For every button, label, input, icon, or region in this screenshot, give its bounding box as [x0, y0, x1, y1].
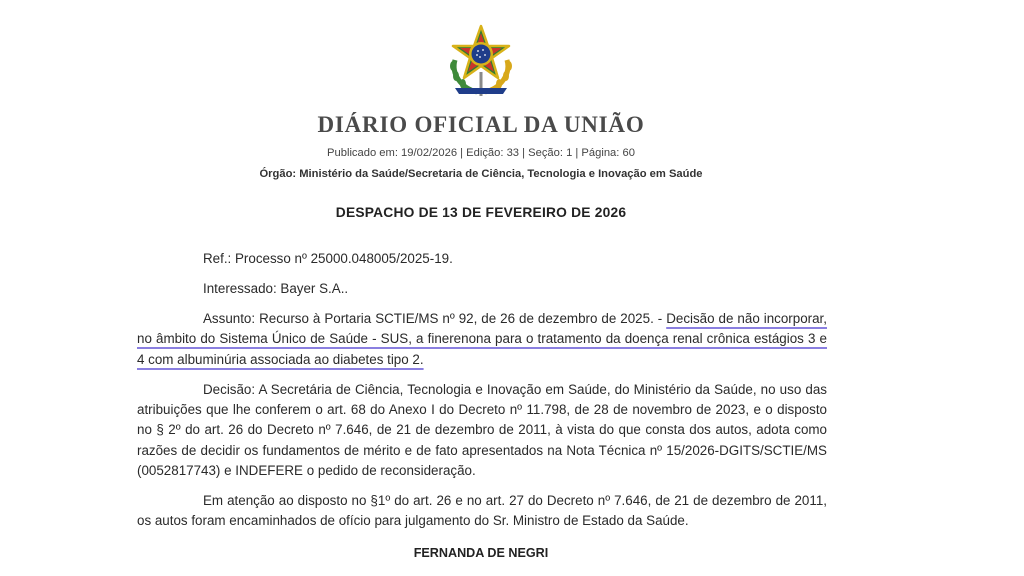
assunto-paragraph: [137, 309, 827, 370]
interessado-paragraph: Interessado: Bayer S.A..: [203, 280, 349, 296]
atencao-paragraph: Em atenção ao disposto no §1º do art. 26 e no art. 27 do Decreto nº 7.646, de 21 de dezembro de 2011, os autos foram encaminhados de ofício para julgamento do Sr. Ministro de Estado da Saúde.: [137, 493, 827, 529]
assunto-highlight: Decisão de não incorporar, no âmbito do Sistema Único de Saúde - SUS, a finerenona para o tratamento da doença renal crônica estágios 3 e 4 com albuminúria associada ao diabetes tipo 2.: [137, 310, 827, 367]
newspaper-title: DIÁRIO OFICIAL DA UNIÃO: [317, 112, 645, 137]
brazil-coat-of-arms-icon: [441, 22, 521, 100]
orgao-line: Órgão: Ministério da Saúde/Secretaria de Ciência, Tecnologia e Inovação em Saúde: [259, 168, 703, 180]
document-body: [137, 249, 827, 532]
signer-name: FERNANDA DE NEGRI: [413, 546, 549, 560]
publication-info: Publicado em: 19/02/2026 | Edição: 33 | Seção: 1 | Página: 60: [327, 147, 635, 159]
document-heading: DESPACHO DE 13 DE FEVEREIRO DE 2026: [335, 205, 627, 220]
ref-paragraph: Ref.: Processo nº 25000.048005/2025-19.: [203, 251, 453, 266]
assunto-prefix: Assunto: Recurso à Portaria SCTIE/MS nº 92, de 26 de dezembro de 2025. -: [203, 310, 667, 326]
decisao-paragraph: Decisão: A Secretária de Ciência, Tecnologia e Inovação em Saúde, do Ministério da Saúde, no uso das atribuições que lhe conferem o art. 68 do Anexo I do Decreto nº 11.798, de 28 de novembro de 2023, e o disposto no § 2º do art. 26 do Decreto nº 7.646, de 21 de dezembro de 2011, à vista do que consta dos autos, adota como razões de decidir os fundamentos de mérito e de fato apresentados na Nota Técnica nº 15/2026-DGITS/SCTIE/MS (0052817743) e INDEFERE o pedido de reconsideração.: [137, 381, 827, 479]
